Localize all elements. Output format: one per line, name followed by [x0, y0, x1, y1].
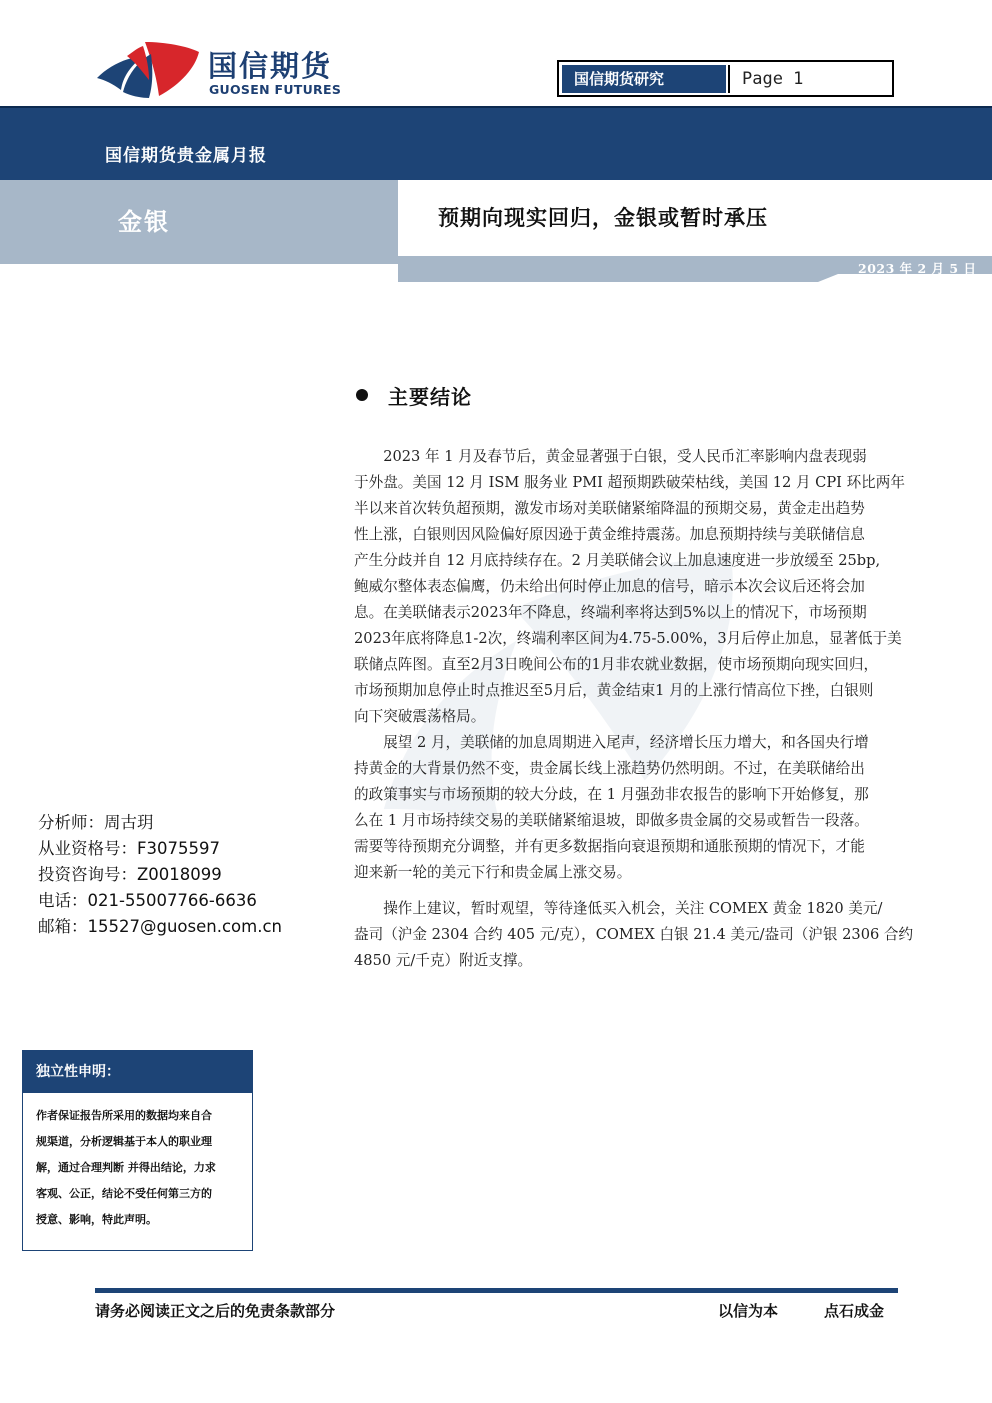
page-number: Page 1	[728, 65, 889, 93]
text-line: 展望 2 月，美联储的加息周期进入尾声，经济增长压力增大，和各国央行增	[354, 734, 869, 751]
text-line: 联储点阵图。直至2月3日晚间公布的1月非农就业数据，使市场预期向现实回归，	[354, 656, 879, 673]
independence-statement	[22, 1050, 253, 1251]
brand-name-cn: 国信期货	[208, 49, 333, 83]
text-line: 需要等待预期充分调整，并有更多数据指向衰退预期和通胀预期的情况下，才能	[354, 838, 865, 855]
analyst-name: 分析师：周古玥	[38, 813, 154, 832]
independence-line: 作者保证报告所采用的数据均来自合	[36, 1109, 212, 1122]
text-line: 半以来首次转负超预期，激发市场对美联储紧缩降温的预期交易，黄金走出趋势	[354, 500, 865, 517]
independence-body	[36, 1103, 246, 1233]
paragraph-gap	[354, 886, 966, 896]
paragraph-strategy	[354, 896, 966, 974]
research-label: 国信期货研究	[562, 65, 726, 93]
analyst-email: 邮箱：15527@guosen.com.cn	[38, 917, 282, 936]
guosen-logo-icon	[95, 40, 200, 102]
independence-line: 客观、公正，结论不受任何第三方的	[36, 1187, 212, 1200]
text-line: 产生分歧并自 12 月底持续存在。2 月美联储会议上加息速度进一步放缓至 25bp,	[354, 552, 881, 569]
text-line: 4850 元/千克）附近支撑。	[354, 952, 533, 969]
independence-line: 解，通过合理判断 并得出结论，力求	[36, 1161, 216, 1174]
paragraph-outlook	[354, 730, 966, 886]
text-line: 2023 年 1 月及春节后，黄金显著强于白银，受人民币汇率影响内盘表现弱	[354, 448, 867, 465]
category-label: 金银	[118, 207, 170, 236]
independence-line: 规渠道，分析逻辑基于本人的职业理	[36, 1135, 212, 1148]
text-line: 市场预期加息停止时点推迟至5月后，黄金结束1 月的上涨行情高位下挫，白银则	[354, 682, 874, 699]
report-series-title: 国信期货贵金属月报	[105, 146, 267, 166]
analyst-license: 从业资格号：F3075597	[38, 839, 220, 858]
text-line: 鲍威尔整体表态偏鹰，仍未给出何时停止加息的信号，暗示本次会议后还将会加	[354, 578, 865, 595]
report-title: 预期向现实回归，金银或暂时承压	[438, 205, 768, 230]
independence-title: 独立性申明：	[23, 1051, 252, 1093]
text-line: 持黄金的大背景仍然不变，贵金属长线上涨趋势仍然明朗。不过，在美联储给出	[354, 760, 865, 777]
text-line: 迎来新一轮的美元下行和贵金属上涨交易。	[354, 864, 632, 881]
footer-divider	[95, 1288, 898, 1293]
section-title: 主要结论	[388, 385, 472, 409]
report-date: 2023 年 2 月 5 日	[858, 261, 977, 276]
analyst-consult-number: 投资咨询号：Z0018099	[38, 865, 222, 884]
text-line: 于外盘。美国 12 月 ISM 服务业 PMI 超预期跌破荣枯线，美国 12 月 CPI 环比两年	[354, 474, 905, 491]
text-line: 的政策事实与市场预期的较大分歧，在 1 月强劲非农报告的影响下开始修复，那	[354, 786, 869, 803]
section-bullet-icon	[356, 389, 368, 401]
footer-motto-1: 以信为本	[718, 1302, 779, 1320]
category-band	[0, 180, 398, 264]
research-page-box	[557, 60, 894, 97]
main-content	[354, 444, 966, 974]
text-line: 操作上建议，暂时观望，等待逢低买入机会，关注 COMEX 黄金 1820 美元/	[354, 900, 883, 917]
independence-line: 授意、影响，特此声明。	[36, 1213, 157, 1226]
footer-disclaimer: 请务必阅读正文之后的免责条款部分	[95, 1302, 336, 1320]
analyst-phone: 电话：021-55007766-6636	[38, 891, 257, 910]
paragraph-summary	[354, 444, 966, 730]
text-line: 么在 1 月市场持续交易的美联储紧缩退坡，即做多贵金属的交易或暂告一段落。	[354, 812, 869, 829]
text-line: 盎司（沪金 2304 合约 405 元/克），COMEX 白银 21.4 美元/盎司（沪银 2306 合约	[354, 926, 914, 943]
text-line: 向下突破震荡格局。	[354, 708, 486, 725]
text-line: 性上涨，白银则因风险偏好原因逊于黄金维持震荡。加息预期持续与美联储信息	[354, 526, 865, 543]
text-line: 息。在美联储表示2023年不降息，终端利率将达到5%以上的情况下，市场预期	[354, 604, 867, 621]
text-line: 2023年底将降息1-2次，终端利率区间为4.75-5.00%，3月后停止加息，显著低于美	[354, 630, 902, 647]
analyst-info	[38, 810, 282, 940]
footer-motto-2: 点石成金	[824, 1302, 885, 1320]
brand-name-en: GUOSEN FUTURES	[209, 82, 342, 97]
